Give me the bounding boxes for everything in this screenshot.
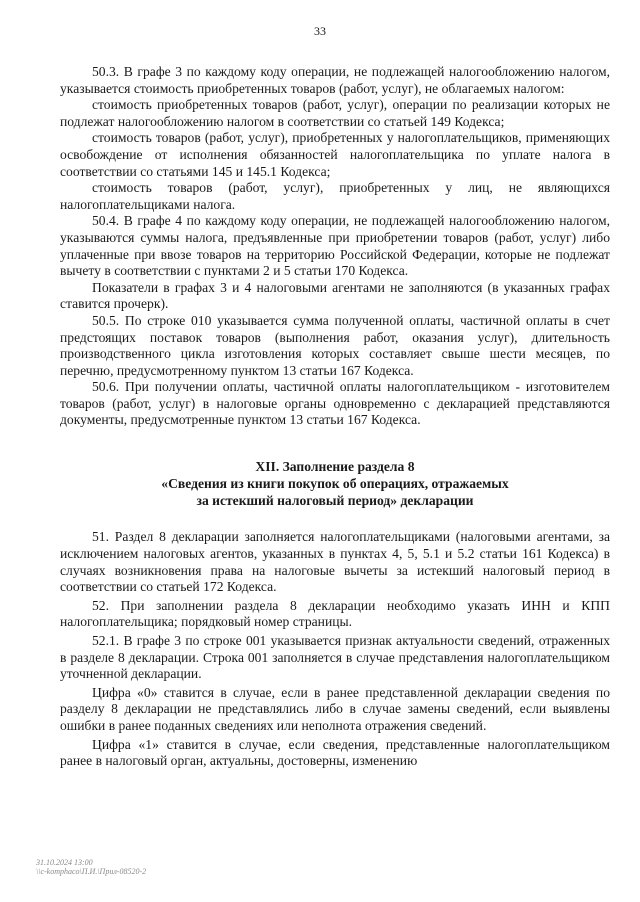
list-item: стоимость приобретенных товаров (работ, услуг), операции по реализации которых не подлежат налогообложению налогом в соответствии со статьей 149 Кодекса; bbox=[60, 97, 610, 129]
section-heading-line: за истекший налоговый период» декларации bbox=[196, 492, 474, 508]
paragraph-50-6: 50.6. При получении оплаты, частичной оплаты налогоплательщиком - изготовителем товаров (работ, услуг) в налоговые органы одновременно с декларацией представляются документы, предусмотренные пунктом 13 статьи 167 Кодекса. bbox=[60, 379, 610, 428]
section-heading-line: «Сведения из книги покупок об операциях, отражаемых bbox=[161, 475, 509, 491]
list-item: стоимость товаров (работ, услуг), приобретенных у налогоплательщиков, применяющих освобождение от исполнения обязанностей налогоплательщика по уплате налога в соответствии со статьями 145 и 145.1 Кодекса; bbox=[60, 130, 610, 179]
paragraph-digit-0: Цифра «0» ставится в случае, если в ранее представленной декларации сведения по разделу 8 декларации не представлялись либо в случае замены сведений, если выявлены ошибки в ранее поданных сведениях или неполнота отражения сведений. bbox=[60, 684, 610, 733]
paragraph-52: 52. При заполнении раздела 8 декларации необходимо указать ИНН и КПП налогоплательщика; порядковый номер страницы. bbox=[60, 597, 610, 630]
paragraph-50-5: 50.5. По строке 010 указывается сумма полученной оплаты, частичной оплаты в счет предстоящих поставок товаров (выполнения работ, оказания услуг), длительность производственного цикла изготовления которых составляет свыше шести месяцев, по перечню, предусмотренному пунктом 13 статьи 167 Кодекса. bbox=[60, 312, 610, 378]
footer-path: \\c-komphaco\П.И.\Прил-08520-2 bbox=[36, 867, 147, 876]
page-number: 33 bbox=[314, 24, 326, 38]
footer-stamp bbox=[36, 858, 146, 876]
paragraph-note: Показатели в графах 3 и 4 налоговыми агентами не заполняются (в указанных графах ставится прочерк). bbox=[60, 279, 610, 312]
list-item: стоимость товаров (работ, услуг), приобретенных у лиц, не являющихся налогоплательщиками налога. bbox=[60, 180, 610, 212]
paragraph-digit-1: Цифра «1» ставится в случае, если сведения, представленные налогоплательщиком ранее в налоговый орган, актуальны, достоверны, изменению bbox=[60, 736, 610, 769]
paragraph-50-4: 50.4. В графе 4 по каждому коду операции, не подлежащей налогообложению налогом, указываются суммы налога, предъявленные при приобретении товаров (работ, услуг) либо уплаченные при ввозе товаров на территорию Российской Федерации, которые не подлежат вычету в соответствии с пунктами 2 и 5 статьи 170 Кодекса. bbox=[60, 213, 610, 279]
document-body bbox=[60, 64, 610, 770]
paragraph-52-1: 52.1. В графе 3 по строке 001 указывается признак актуальности сведений, отраженных в разделе 8 декларации. Строка 001 заполняется в случае представления налогоплательщиком уточненной декларации. bbox=[60, 633, 610, 682]
paragraph-51: 51. Раздел 8 декларации заполняется налогоплательщиками (налоговыми агентами, за исключением налоговых агентов, указанных в пунктах 4, 5, 5.1 и 5.2 статьи 161 Кодекса) в случаях возникновения права на налоговые вычеты за истекший налоговый период в соответствии со статьей 172 Кодекса. bbox=[60, 529, 610, 595]
section-heading-line: XII. Заполнение раздела 8 bbox=[255, 459, 415, 475]
footer-date: 31.10.2024 13:00 bbox=[36, 858, 93, 867]
paragraph-50-3: 50.3. В графе 3 по каждому коду операции, не подлежащей налогообложению налогом, указывается стоимость приобретенных товаров (работ, услуг), не облагаемых налогом: bbox=[60, 64, 610, 96]
section-heading bbox=[60, 459, 610, 509]
